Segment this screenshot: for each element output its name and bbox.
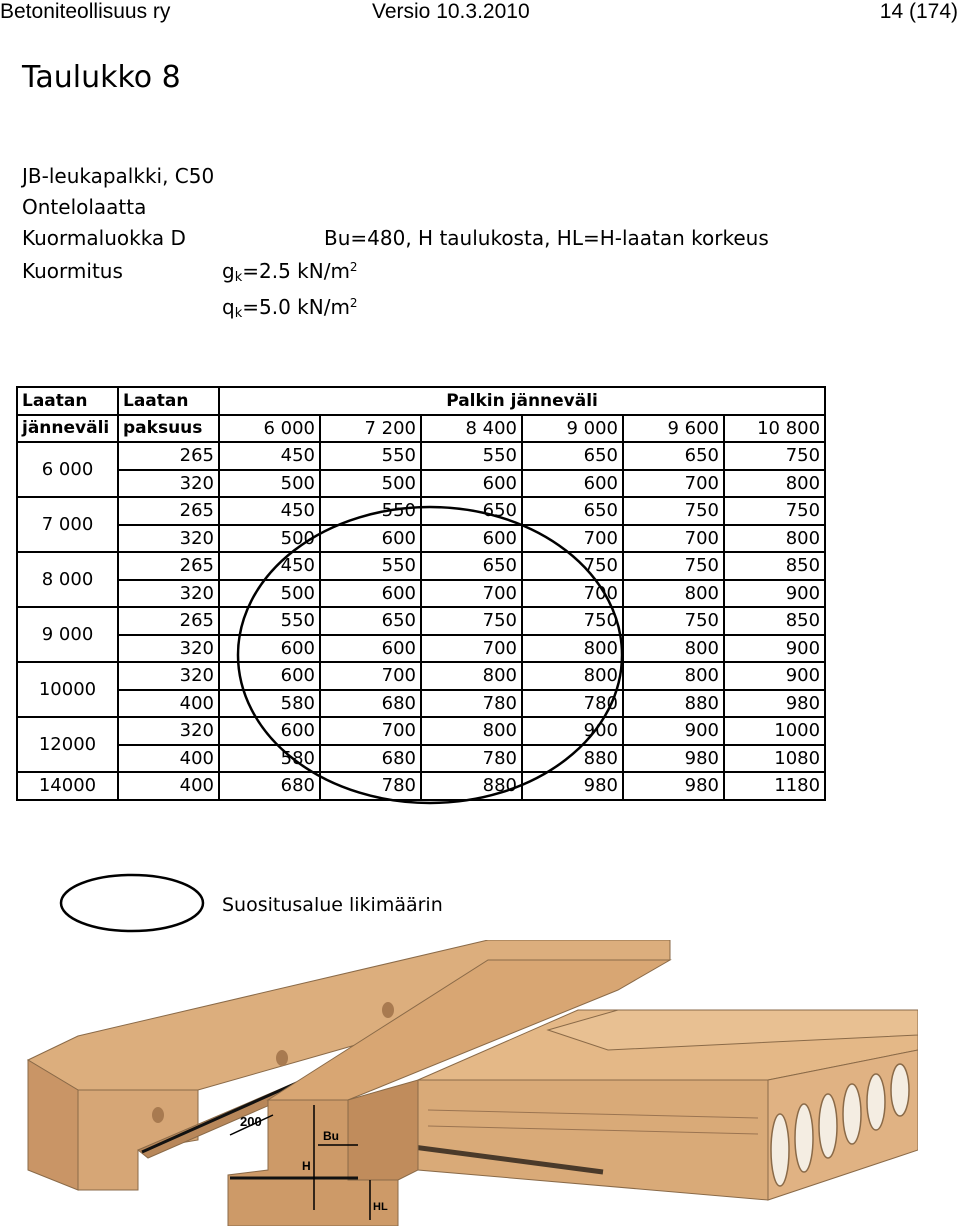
table-row [17, 717, 825, 745]
beam-height-cell: 750 [623, 552, 724, 580]
beam-height-cell: 450 [219, 552, 320, 580]
beam-height-cell: 700 [421, 635, 522, 663]
header-version: Versio 10.3.2010 [372, 0, 530, 23]
beam-height-cell: 600 [219, 717, 320, 745]
beam-height-cell: 900 [724, 580, 825, 608]
beam-height-cell: 780 [421, 745, 522, 773]
table-row [17, 497, 825, 525]
beam-height-cell: 800 [421, 662, 522, 690]
beam-height-cell: 800 [724, 470, 825, 498]
beam-height-cell: 780 [522, 690, 623, 718]
table-row [17, 470, 825, 498]
slab-span-cell: 7 000 [17, 497, 118, 552]
slab-thickness-cell: 320 [118, 580, 219, 608]
beam-height-cell: 550 [219, 607, 320, 635]
beam-height-cell: 650 [522, 442, 623, 470]
beam-height-cell: 980 [522, 772, 623, 800]
dim-h-label: H [302, 1159, 311, 1173]
beam-height-cell: 780 [421, 690, 522, 718]
slab-thickness-cell: 320 [118, 525, 219, 553]
table-row [17, 635, 825, 663]
beam-height-cell: 1000 [724, 717, 825, 745]
beam-height-cell: 880 [522, 745, 623, 773]
beam-height-cell: 650 [320, 607, 421, 635]
table-row [17, 442, 825, 470]
beam-height-cell: 550 [320, 552, 421, 580]
beam-height-cell: 650 [522, 497, 623, 525]
beam-height-cell: 850 [724, 552, 825, 580]
beam-height-cell: 780 [320, 772, 421, 800]
legend-ellipse [61, 875, 203, 931]
slab-span-cell: 8 000 [17, 552, 118, 607]
beam-height-cell: 980 [623, 772, 724, 800]
slab-thickness-cell: 320 [118, 470, 219, 498]
beam-height-cell: 750 [522, 552, 623, 580]
beam-height-cell: 500 [320, 470, 421, 498]
table-row [17, 772, 825, 800]
beam-height-cell: 700 [522, 580, 623, 608]
slab-thickness-cell: 265 [118, 607, 219, 635]
table-row [17, 690, 825, 718]
beam-height-cell: 550 [320, 497, 421, 525]
header-span-value: 9 600 [623, 415, 724, 443]
beam-height-cell: 800 [421, 717, 522, 745]
beam-height-cell: 880 [623, 690, 724, 718]
beam-height-cell: 900 [522, 717, 623, 745]
slab-front [418, 1080, 768, 1200]
slab-thickness-cell: 400 [118, 690, 219, 718]
beam-height-cell: 600 [320, 580, 421, 608]
header-span-value: 6 000 [219, 415, 320, 443]
table-header-row [17, 387, 825, 415]
dim-200-label: 200 [240, 1114, 262, 1129]
beam-height-cell: 600 [320, 525, 421, 553]
beam-height-cell: 680 [219, 772, 320, 800]
beam-height-cell: 900 [724, 662, 825, 690]
spec-qk: $q_k=5.0$ $kN/m^2$ [222, 295, 358, 321]
beam-height-cell: 700 [320, 717, 421, 745]
slab-thickness-cell: 320 [118, 717, 219, 745]
beam-height-cell: 600 [522, 470, 623, 498]
header-slab-span-1: Laatan [17, 387, 118, 415]
header-slab-thickness-2: paksuus [118, 415, 219, 443]
header-slab-span-2: jänneväli [17, 415, 118, 443]
spec-beam: JB-leukapalkki, C50 [22, 164, 215, 188]
beam-height-cell: 700 [623, 525, 724, 553]
header-slab-thickness-1: Laatan [118, 387, 219, 415]
beam-height-cell: 800 [623, 635, 724, 663]
slab-span-cell: 10000 [17, 662, 118, 717]
table-row [17, 525, 825, 553]
beam-height-cell: 650 [421, 552, 522, 580]
beam-height-cell: 800 [724, 525, 825, 553]
beam-height-cell: 750 [623, 497, 724, 525]
beam-height-cell: 750 [724, 442, 825, 470]
table-row [17, 607, 825, 635]
beam-height-cell: 450 [219, 442, 320, 470]
beam-height-cell: 500 [219, 580, 320, 608]
beam-height-cell: 850 [724, 607, 825, 635]
beam-height-cell: 650 [421, 497, 522, 525]
beam-height-cell: 550 [320, 442, 421, 470]
beam-height-cell: 650 [623, 442, 724, 470]
beam-height-cell: 1080 [724, 745, 825, 773]
beam-height-cell: 800 [522, 662, 623, 690]
spec-load-label: Kuormitus [22, 259, 123, 283]
beam-height-cell: 750 [623, 607, 724, 635]
beam-height-cell: 750 [522, 607, 623, 635]
beam-height-cell: 1180 [724, 772, 825, 800]
beam-height-cell: 450 [219, 497, 320, 525]
beam-height-cell: 600 [320, 635, 421, 663]
beam-height-cell: 680 [320, 745, 421, 773]
slab-span-cell: 14000 [17, 772, 118, 800]
slab-thickness-cell: 400 [118, 745, 219, 773]
beam-height-cell: 580 [219, 745, 320, 773]
beam-height-cell: 800 [623, 580, 724, 608]
spec-gk: $g_k=2.5$ $kN/m^2$ [222, 259, 358, 285]
table-row [17, 745, 825, 773]
header-org: Betoniteollisuus ry [0, 0, 171, 23]
beam-height-cell: 980 [623, 745, 724, 773]
slab-thickness-cell: 265 [118, 552, 219, 580]
beam-height-cell: 750 [421, 607, 522, 635]
legend-label: Suositusalue likimäärin [222, 894, 443, 916]
header-span-value: 9 000 [522, 415, 623, 443]
beam-height-cell: 600 [219, 662, 320, 690]
beam-height-cell: 550 [421, 442, 522, 470]
slab-thickness-cell: 265 [118, 442, 219, 470]
table-row [17, 580, 825, 608]
slab-thickness-cell: 400 [118, 772, 219, 800]
beam-height-cell: 680 [320, 690, 421, 718]
beam-height-cell: 700 [522, 525, 623, 553]
beam-height-cell: 880 [421, 772, 522, 800]
slab-thickness-cell: 320 [118, 662, 219, 690]
beam-height-cell: 900 [724, 635, 825, 663]
beam-height-cell: 900 [623, 717, 724, 745]
spec-load-class: Kuormaluokka D [22, 226, 186, 250]
table-row [17, 662, 825, 690]
slab-span-cell: 12000 [17, 717, 118, 772]
spec-slab: Ontelolaatta [22, 195, 147, 219]
beam-height-cell: 500 [219, 470, 320, 498]
slab-span-cell: 6 000 [17, 442, 118, 497]
beam-height-table [16, 386, 826, 801]
header-page: 14 (174) [879, 0, 958, 23]
page-title: Taulukko 8 [22, 60, 181, 95]
beam-height-cell: 500 [219, 525, 320, 553]
slab-thickness-cell: 265 [118, 497, 219, 525]
beam-height-cell: 700 [320, 662, 421, 690]
beam-height-cell: 980 [724, 690, 825, 718]
header-span-value: 10 800 [724, 415, 825, 443]
header-beam-span: Palkin jänneväli [219, 387, 825, 415]
table-header-row [17, 415, 825, 443]
beam-height-cell: 800 [522, 635, 623, 663]
beam-height-cell: 700 [421, 580, 522, 608]
dim-hl-label: HL [373, 1201, 388, 1213]
table-row [17, 552, 825, 580]
dim-bu-label: Bu [323, 1129, 339, 1143]
beam-height-cell: 750 [724, 497, 825, 525]
header-span-value: 8 400 [421, 415, 522, 443]
beam-slab-illustration [18, 940, 918, 1226]
beam-height-cell: 700 [623, 470, 724, 498]
slab-span-cell: 9 000 [17, 607, 118, 662]
beam-height-cell: 600 [421, 525, 522, 553]
slab-thickness-cell: 320 [118, 635, 219, 663]
spec-note: Bu=480, H taulukosta, HL=H-laatan korkeus [324, 226, 769, 250]
beam-height-cell: 600 [219, 635, 320, 663]
beam-height-cell: 800 [623, 662, 724, 690]
beam-height-cell: 580 [219, 690, 320, 718]
beam-height-cell: 600 [421, 470, 522, 498]
header-span-value: 7 200 [320, 415, 421, 443]
